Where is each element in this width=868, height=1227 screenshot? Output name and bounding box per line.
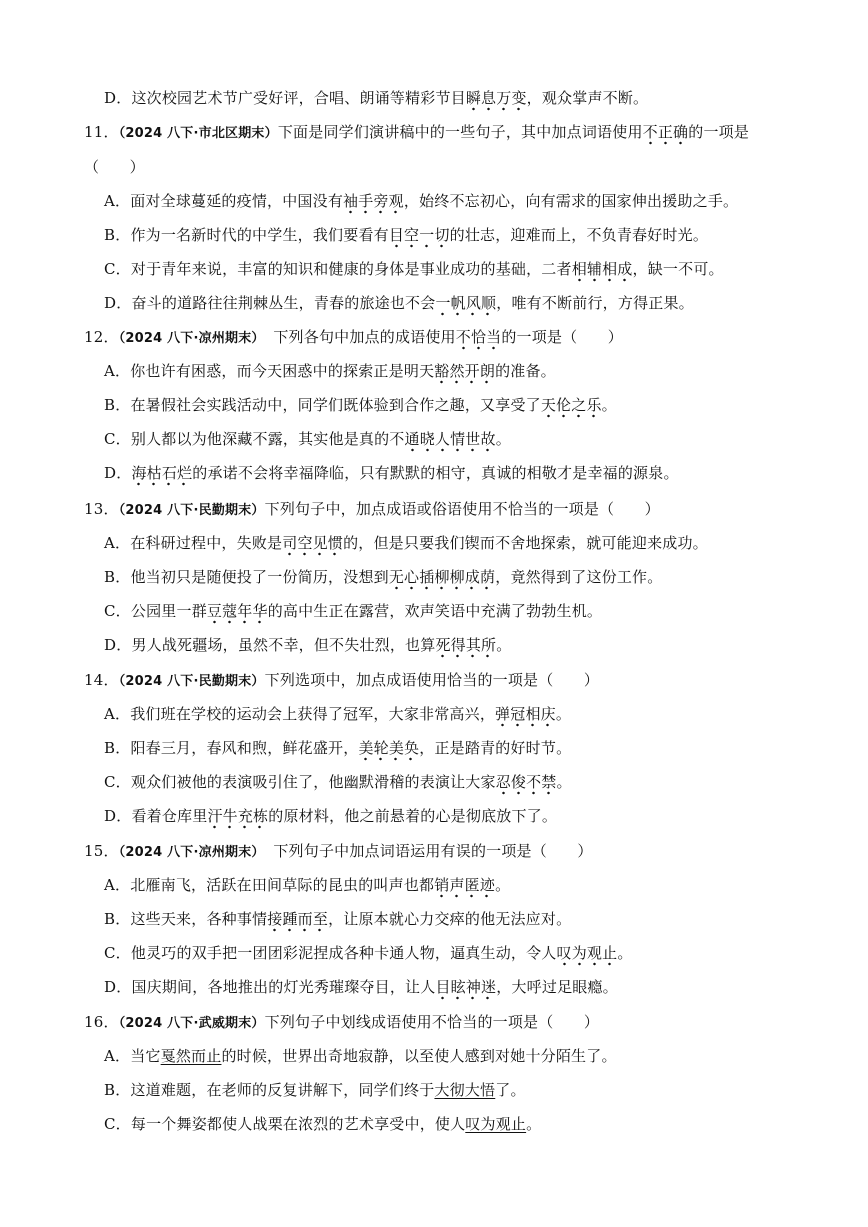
option-letter: A． [104,705,131,723]
option-text: 。 [601,396,617,414]
dotted-term: 豆蔻年华 [207,602,268,624]
option-line [104,738,571,758]
option-line [104,704,571,724]
source-tag: （2024 八下·市北区期末） [118,126,278,141]
option-line [104,533,708,553]
dotted-term: 弹冠相庆 [495,705,556,727]
dotted-term: 一帆风顺 [435,294,496,316]
dotted-term: 死得其所 [435,636,496,658]
dotted-term: 忍俊不禁 [496,773,557,795]
option-line [104,463,679,483]
dotted-term: 豁然开朗 [434,362,495,384]
option-line [104,772,572,792]
option-text: 。 [555,705,572,723]
option-letter: D． [104,978,132,996]
option-letter: D． [104,464,132,482]
dotted-term: 海枯石烂 [131,464,192,486]
question-stem [84,1012,599,1034]
stem-text: 的一项是（ ） [501,328,623,346]
dotted-term: 通晓人情世故 [405,430,496,452]
option-text: 这些天来，各种事情 [130,910,268,928]
option-letter: C． [104,260,131,278]
option-letter: D． [104,636,132,654]
option-text: 观众们被他的表演吸引住了，他幽默滑稽的表演让大家 [130,773,496,791]
option-line [104,806,557,826]
option-text: 作为一名新时代的中学生，我们要看有 [130,226,389,244]
stem-text: 下列各句中加点的成语使用 [258,328,456,346]
option-text: ，始终不忘初心，向有需求的国家伸出援助之手。 [403,192,739,210]
option-text: 男人战死疆场，虽然不幸，但不失壮烈，也算 [131,636,436,654]
question-number: 16． [84,1013,119,1031]
option-line [104,293,694,313]
option-letter: B． [104,1081,131,1099]
option-letter: B． [104,739,131,757]
dotted-term: 目空一切 [389,226,450,248]
option-text: 。 [496,636,512,654]
source-tag: （2024 八下·凉州期末） [118,845,259,860]
option-text: 看着仓库里 [131,807,208,825]
option-text: 你也许有困惑，而今天困惑中的探索正是明天 [130,362,435,380]
question-number: 14． [84,671,119,689]
option-line [104,635,511,655]
option-line [104,1046,617,1066]
option-letter: D． [104,294,132,312]
option-letter: B． [104,226,131,244]
dotted-term: 司空见惯 [282,534,343,556]
option-text: 我们班在学校的运动会上获得了冠军，大家非常高兴， [130,705,496,723]
question-number: 15． [84,842,119,860]
option-letter: A． [104,1047,131,1065]
option-text: ，竟然得到了这份工作。 [495,568,663,586]
option-text: 。 [526,1115,542,1133]
option-line [104,191,738,211]
stem-text: 的一项是 [688,123,750,141]
question-stem [84,841,593,863]
option-text: 国庆期间，各地推出的灯光秀璀璨夺目，让人 [131,978,436,996]
question-number: 13． [84,500,119,518]
option-letter: A． [104,362,131,380]
option-line [104,875,510,895]
source-tag: （2024 八下·武威期末） [118,1016,265,1031]
option-letter: D． [104,807,132,825]
underlined-term: 叹为观止 [465,1115,527,1133]
option-text: 当它 [130,1047,161,1065]
dotted-term: 无心插柳柳成荫 [389,568,495,590]
stem-text: 下列选项中，加点成语使用恰当的一项是（ ） [264,671,600,689]
option-line [104,567,662,587]
dotted-term: 美轮美奂 [358,739,419,761]
option-text: ，让原本就心力交瘁的他无法应对。 [328,910,572,928]
underlined-term: 大彻大悟 [434,1081,496,1099]
option-letter: D． [104,89,132,107]
question-stem [84,499,660,521]
option-text: 的壮志，迎难而上，不负青春好时光。 [449,226,709,244]
option-text: 在暑假社会实践活动中，同学们既体验到合作之趣，又享受了 [130,396,541,414]
option-line [104,1080,526,1100]
option-letter: C． [104,430,131,448]
option-letter: A． [104,192,131,210]
option-text: 他灵巧的双手把一团团彩泥捏成各种卡通人物，逼真生动，令人 [130,944,557,962]
option-text: 的，但是只要我们锲而不舍地探索，就可能迎来成功。 [343,534,708,552]
option-line [104,977,618,997]
source-tag: （2024 八下·民勤期末） [118,503,265,518]
option-text: 对于青年来说，丰富的知识和健康的身体是事业成功的基础，二者 [130,260,572,278]
stem-text: 下面是同学们演讲稿中的一些句子，其中加点词语使用 [277,123,643,141]
stem-text: 下列句子中划线成语使用不恰当的一项是（ ） [264,1013,600,1031]
option-text: 的时候，世界出奇地寂静，以至使人感到对她十分陌生了。 [221,1047,617,1065]
option-text: ，大呼过足眼瘾。 [496,978,618,996]
option-letter: B． [104,910,131,928]
option-letter: B． [104,396,131,414]
option-text: 阳春三月，春风和煦，鲜花盛开， [130,739,359,757]
option-text: ，观众掌声不断。 [526,89,649,107]
option-text: 的准备。 [495,362,556,380]
option-text: 。 [495,876,511,894]
dotted-term: 不恰当 [456,328,502,350]
option-line [104,225,708,245]
dotted-term: 叹为观止 [557,944,618,966]
option-text: 面对全球蔓延的疫情，中国没有 [130,192,344,210]
option-text: ，唯有不断前行，方得正果。 [496,294,694,312]
question-number: 11． [84,123,119,141]
option-text: 公园里一群 [130,602,207,620]
option-text: 在科研过程中，失败是 [130,534,283,552]
dotted-term: 目眩神迷 [435,978,496,1000]
option-text: 别人都以为他深藏不露，其实他是真的不 [130,430,405,448]
option-text: 的原材料，他之前悬着的心是彻底放下了。 [268,807,558,825]
stem-text: 下列句子中，加点成语或俗语使用不恰当的一项是（ ） [264,500,660,518]
dotted-term: 接踵而至 [267,910,328,932]
option-text: 这次校园艺术节广受好评，合唱、朗诵等精彩节目 [131,89,466,107]
dotted-term: 天伦之乐 [541,396,602,418]
underlined-term: 戛然而止 [160,1047,222,1065]
option-letter: C． [104,773,131,791]
option-text: 奋斗的道路往往荆棘丛生，青春的旅途也不会 [131,294,436,312]
option-line [104,909,571,929]
option-letter: C． [104,602,131,620]
question-number: 12． [84,328,119,346]
option-text: 。 [617,944,633,962]
option-line [104,361,556,381]
option-letter: A． [104,534,131,552]
option-line [104,943,633,963]
option-text: 的高中生正在露营，欢声笑语中充满了勃勃生机。 [267,602,603,620]
option-letter: B． [104,568,131,586]
option-text: 的承诺不会将幸福降临，只有默默的相守，真诚的相敬才是幸福的源泉。 [192,464,679,482]
option-letter: C． [104,1115,131,1133]
option-line [104,429,511,449]
dotted-term: 袖手旁观 [343,192,404,214]
option-text: 了。 [495,1081,526,1099]
dotted-term: 销声匿迹 [434,876,495,898]
option-line [104,1114,541,1134]
option-text: ，缺一不可。 [632,260,724,278]
question-stem [84,327,623,349]
option-line [104,395,617,415]
option-line [104,601,602,621]
dotted-term: 相辅相成 [572,260,633,282]
option-letter: A． [104,876,131,894]
question-stem [84,122,749,144]
option-line [104,259,724,279]
option-text: 北雁南飞，活跃在田间草际的昆虫的叫声也都 [130,876,435,894]
option-text: 这道难题，在老师的反复讲解下，同学们终于 [130,1081,435,1099]
option-line [104,88,648,108]
option-text: 每一个舞姿都使人战栗在浓烈的艺术享受中，使人 [130,1115,466,1133]
source-tag: （2024 八下·民勤期末） [118,674,265,689]
option-text: 。 [556,773,572,791]
option-text: ，正是踏青的好时节。 [419,739,572,757]
option-text: 他当初只是随便投了一份简历，没想到 [130,568,389,586]
stem-text: 下列句子中加点词语运用有误的一项是（ ） [258,842,593,860]
option-text: 。 [495,430,511,448]
dotted-term: 瞬息万变 [466,89,527,111]
dotted-term: 汗牛充栋 [207,807,268,829]
question-stem [84,670,599,692]
dotted-term: 不正确 [643,123,689,145]
source-tag: （2024 八下·凉州期末） [118,331,259,346]
option-letter: C． [104,944,131,962]
answer-paren: （ ） [84,158,145,176]
